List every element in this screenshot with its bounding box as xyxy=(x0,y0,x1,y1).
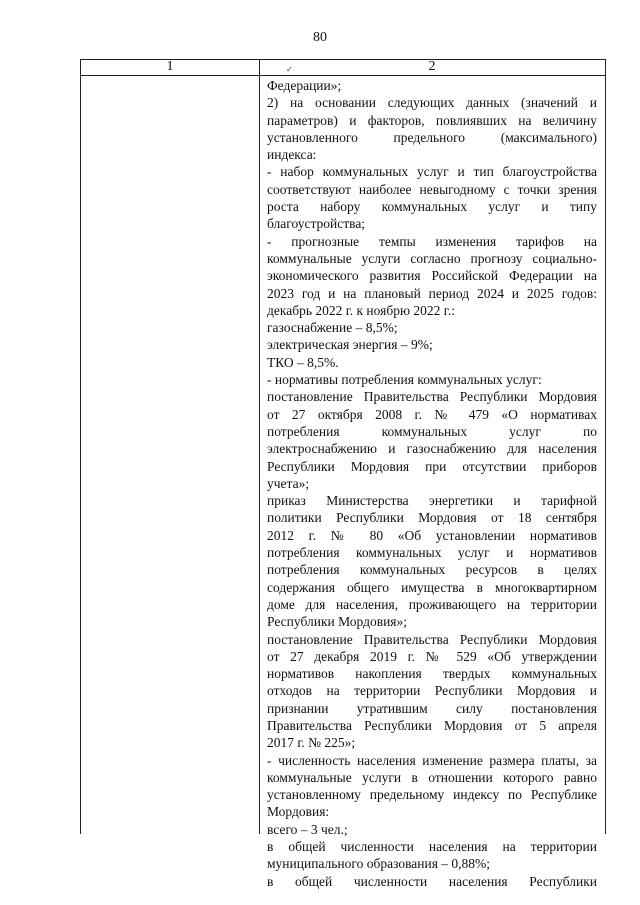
text-line: признании утратившим силу постановления xyxy=(267,700,597,716)
text-line: газоснабжение – 8,5%; xyxy=(267,320,398,336)
text-line: благоустройства; xyxy=(267,216,366,232)
text-line: постановление Правительства Республики Мордовия xyxy=(267,631,597,647)
text-line: установленному предельному индексу по Республике xyxy=(267,787,597,803)
text-line: всего – 3 чел.; xyxy=(267,821,348,837)
text-line: от 27 октября 2008 г. № 479 «О нормативах xyxy=(267,406,597,422)
column-divider xyxy=(259,60,260,834)
text-line: 2023 год и на плановый период 2024 и 2025 годов: xyxy=(267,285,597,301)
text-line: муниципального образования – 0,88%; xyxy=(267,856,491,872)
document-table xyxy=(80,59,606,889)
text-line: электроснабжению и газоснабжению для населения xyxy=(267,441,597,457)
text-line: доме для населения, проживающего на территории xyxy=(267,596,597,612)
text-line: в общей численности населения на территории xyxy=(267,839,597,855)
text-line: политики Республики Мордовия от 18 сентября xyxy=(267,510,597,526)
text-line: - численность населения изменение размера платы, за xyxy=(267,752,597,768)
text-line: Федерации»; xyxy=(267,78,342,93)
text-line: содержания общего имущества в многоквартирном xyxy=(267,579,597,595)
text-line: параметров) и факторов, повлиявших на величину xyxy=(267,112,597,128)
column-2-header: 2 xyxy=(428,59,436,74)
text-line: экономического развития Российской Федерации на xyxy=(267,268,597,284)
text-line: Республики Мордовия при отсутствии приборов xyxy=(267,458,597,474)
text-line: установленного предельного (максимального) xyxy=(267,129,597,145)
text-line: - набор коммунальных услуг и тип благоустройства xyxy=(267,164,597,180)
text-line: приказ Министерства энергетики и тарифной xyxy=(267,493,597,509)
text-line: Правительства Республики Мордовия от 5 апреля xyxy=(267,717,597,733)
text-line: Республики Мордовия»; xyxy=(267,614,408,630)
text-line: потребления коммунальных ресурсов в целях xyxy=(267,562,597,578)
text-line: декабрь 2022 г. к ноябрю 2022 г.: xyxy=(267,302,455,318)
text-line: индекса: xyxy=(267,147,317,163)
column-1-header: 1 xyxy=(166,59,174,74)
text-line: от 27 декабря 2019 г. № 529 «Об утверждении xyxy=(267,648,597,664)
text-line: - прогнозные темпы изменения тарифов на xyxy=(267,233,597,249)
text-line: 2017 г. № 225»; xyxy=(267,735,356,751)
text-line: коммунальные услуги согласно прогнозу социально- xyxy=(267,250,597,266)
text-line: потребления коммунальных услуг и нормативов xyxy=(267,545,597,561)
text-line: коммунальные услуги в отношении которого равно xyxy=(267,769,597,785)
pen-mark-icon: ✓ xyxy=(286,65,293,74)
text-line: учета»; xyxy=(267,475,310,491)
text-line: нормативов накопления твердых коммунальных xyxy=(267,666,597,682)
text-line: роста набору коммунальных услуг и типу xyxy=(267,199,597,215)
text-line: Мордовия: xyxy=(267,804,330,820)
text-line: потребления коммунальных услуг по xyxy=(267,423,597,439)
text-line: соответствуют наиболее невыгодному с точки зрения xyxy=(267,181,597,197)
text-line: отходов на территории Республики Мордовия и xyxy=(267,683,597,699)
table-header-row xyxy=(81,60,605,76)
column-2-body xyxy=(267,77,597,890)
text-line: 2012 г. № 80 «Об установлении нормативов xyxy=(267,527,597,543)
page-number: 80 xyxy=(313,30,327,45)
text-line: - нормативы потребления коммунальных услуг: xyxy=(267,372,542,388)
text-line: в общей численности населения Республики xyxy=(267,873,597,889)
text-line: 2) на основании следующих данных (значений и xyxy=(267,95,597,111)
text-line: постановление Правительства Республики Мордовия xyxy=(267,389,597,405)
text-line: электрическая энергия – 9%; xyxy=(267,337,433,353)
text-line: ТКО – 8,5%. xyxy=(267,354,339,370)
